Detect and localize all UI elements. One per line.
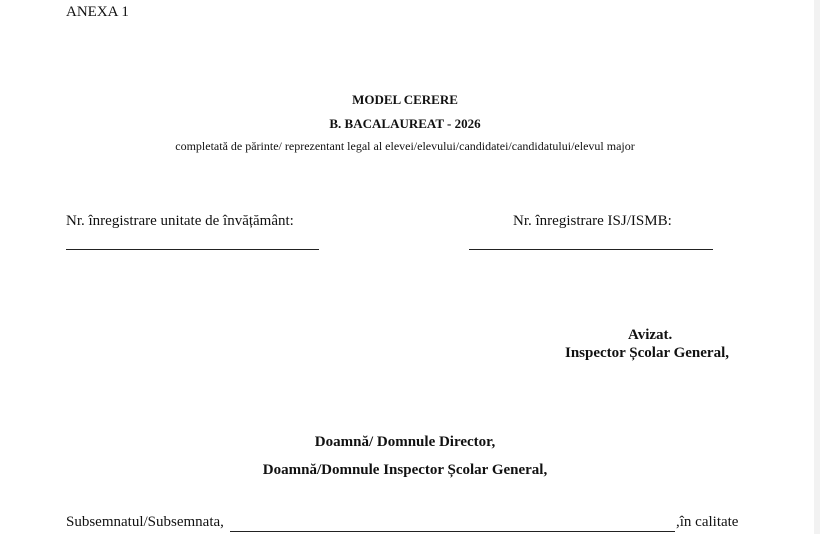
document-title: MODEL CERERE xyxy=(352,92,458,107)
salutation-director: Doamnă/ Domnule Director, xyxy=(314,434,496,450)
document-description: completată de părinte/ reprezentant legal al elevei/elevului/candidatei/candidatului/elevul major xyxy=(175,139,635,153)
page-edge-shadow xyxy=(814,0,820,534)
salutation-inspector: Doamnă/Domnule Inspector Școlar General, xyxy=(262,462,548,478)
school-registration-label: Nr. înregistrare unitate de învățământ: xyxy=(66,213,294,229)
subject-suffix: ,în calitate xyxy=(676,514,739,530)
isj-registration-label: Nr. înregistrare ISJ/ISMB: xyxy=(513,213,672,229)
annex-label: ANEXA 1 xyxy=(66,4,129,20)
isj-registration-field[interactable] xyxy=(469,249,713,250)
school-registration-field[interactable] xyxy=(66,249,319,250)
approval-signatory: Inspector Școlar General, xyxy=(565,345,730,361)
subject-name-field[interactable] xyxy=(230,531,675,532)
approval-label: Avizat. xyxy=(628,327,673,343)
subject-prefix: Subsemnatul/Subsemnata, xyxy=(66,514,224,530)
document-subtitle-exam: B. BACALAUREAT - 2026 xyxy=(329,116,481,131)
